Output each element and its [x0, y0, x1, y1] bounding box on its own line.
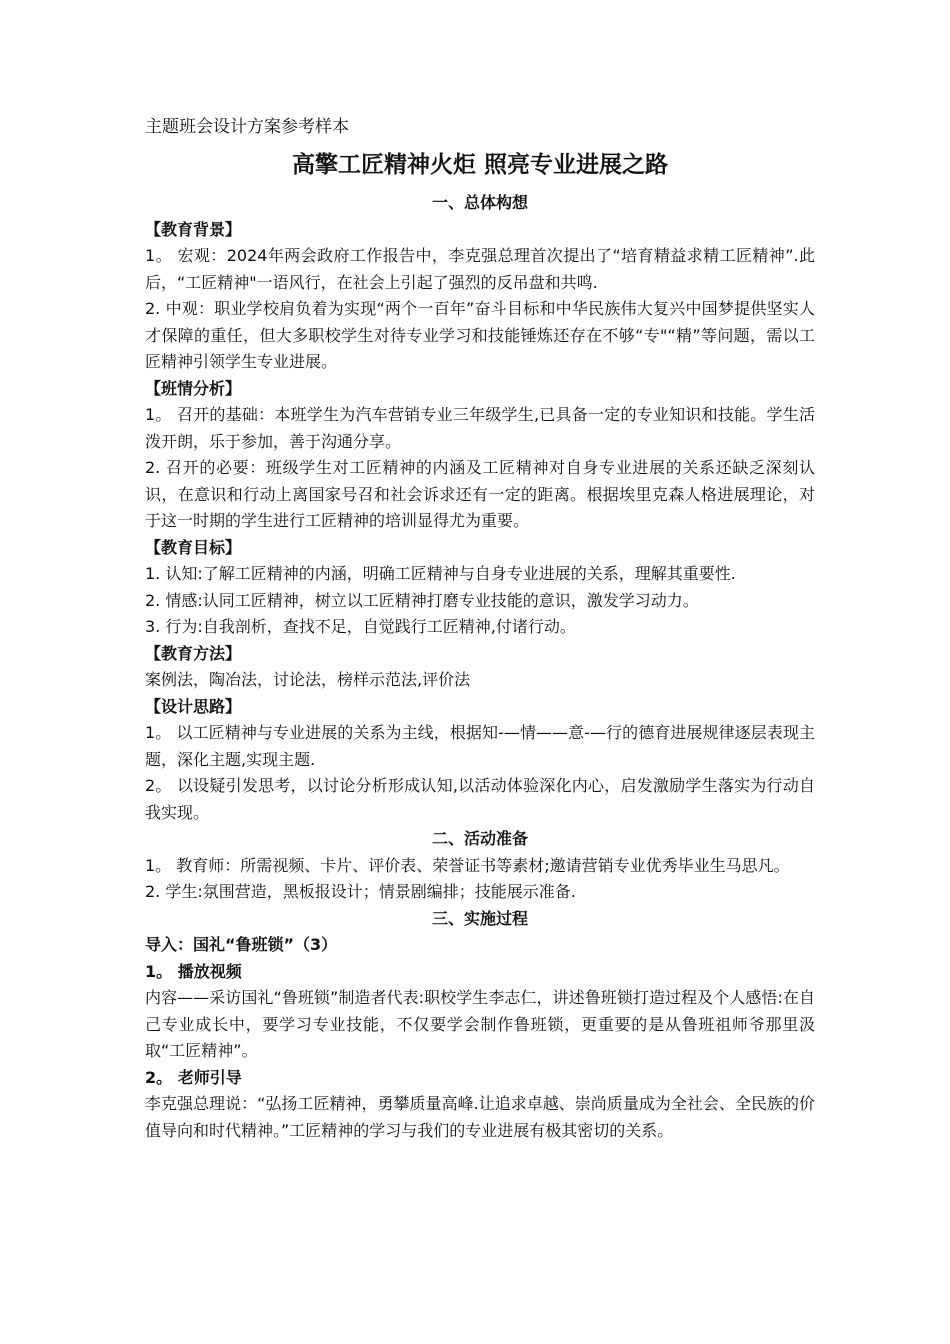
paragraph: 2。 以设疑引发思考，以讨论分析形成认知,以活动体验深化内心，启发激励学生落实为行动自我实现。	[145, 776, 815, 822]
paragraph: 1。 召开的基础：本班学生为汽车营销专业三年级学生,已具备一定的专业知识和技能。学生活泼开朗，乐于参加，善于沟通分享。	[145, 405, 815, 451]
paragraph: 2. 情感:认同工匠精神，树立以工匠精神打磨专业技能的意识，激发学习动力。	[145, 590, 699, 610]
sub-heading: 【设计思路】	[145, 696, 242, 716]
sub-heading: 【教育方法】	[145, 643, 242, 663]
sub-heading: 1。 播放视频	[145, 961, 242, 981]
document-label: 主题班会设计方案参考样本	[145, 117, 349, 137]
paragraph: 1。 教育师：所需视频、卡片、评价表、荣誉证书等素材;邀请营销专业优秀毕业生马思凡。	[145, 855, 790, 875]
sub-heading: 【班情分析】	[145, 378, 242, 398]
sub-heading: 【教育背景】	[145, 219, 242, 239]
sub-heading: 导入：国礼“鲁班锁”（3）	[145, 935, 338, 954]
section-heading: 一、总体构想	[431, 193, 528, 212]
document-body	[145, 190, 815, 1144]
paragraph: 1. 认知:了解工匠精神的内涵，明确工匠精神与自身专业进展的关系，理解其重要性.	[145, 564, 736, 583]
paragraph: 1。 宏观：2024年两会政府工作报告中，李克强总理首次提出了“培育精益求精工匠精神”.此后，“工匠精神"一语风行，在社会上引起了强烈的反吊盘和共鸣.	[145, 246, 815, 292]
paragraph: 2. 中观：职业学校肩负着为实现“两个一百年”奋斗目标和中华民族伟大复兴中国梦提供坚实人才保障的重任，但大多职校学生对待专业学习和技能锤炼还存在不够“专"“精”等问题，需以工匠精神引领学生专业进展。	[145, 299, 815, 371]
sub-heading: 2。 老师引导	[145, 1067, 242, 1087]
paragraph: 1。 以工匠精神与专业进展的关系为主线，根据知-—情——意-—行的德育进展规律逐层表现主题，深化主题,实现主题.	[145, 723, 815, 769]
paragraph: 李克强总理说：“弘扬工匠精神，勇攀质量高峰.让追求卓越、崇尚质量成为全社会、全民族的价值导向和时代精神。”工匠精神的学习与我们的专业进展有极其密切的关系。	[145, 1094, 815, 1140]
paragraph: 案例法，陶冶法，讨论法，榜样示范法,评价法	[145, 670, 471, 689]
paragraph: 2. 召开的必要：班级学生对工匠精神的内涵及工匠精神对自身专业进展的关系还缺乏深刻认识，在意识和行动上离国家号召和社会诉求还有一定的距离。根据埃里克森人格进展理论，对于这一时期的学生进行工匠精神的培训显得尤为重要。	[145, 458, 815, 530]
paragraph: 3. 行为:自我剖析，查找不足，自觉践行工匠精神,付诸行动。	[145, 617, 576, 636]
section-heading: 二、活动准备	[431, 829, 528, 848]
section-heading: 三、实施过程	[431, 908, 528, 928]
document-page	[145, 114, 815, 1144]
sub-heading: 【教育目标】	[145, 537, 242, 557]
document-title: 高擎工匠精神火炬 照亮专业进展之路	[291, 152, 668, 178]
paragraph: 内容——采访国礼“鲁班锁”制造者代表:职校学生李志仁，讲述鲁班锁打造过程及个人感悟:在自己专业成长中，要学习专业技能，不仅要学会制作鲁班锁，更重要的是从鲁班祖师爷那里汲取“工匠精神”。	[145, 988, 815, 1060]
paragraph: 2. 学生:氛围营造，黑板报设计；情景剧编排；技能展示准备.	[145, 882, 576, 901]
